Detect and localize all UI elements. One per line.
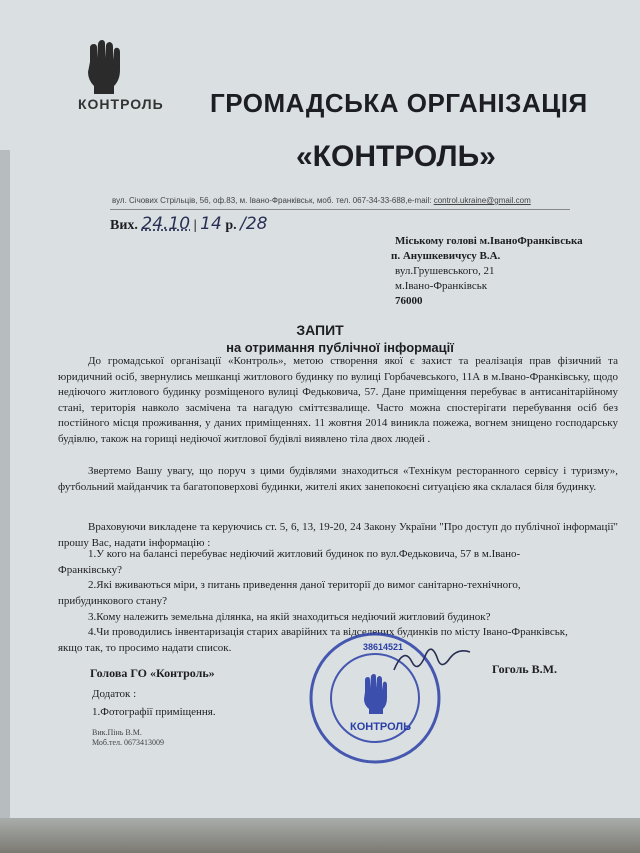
- outgoing-reg-number: /28: [240, 214, 268, 234]
- outgoing-number: [110, 214, 267, 234]
- table-surface: [0, 818, 640, 853]
- contact-info: [112, 196, 531, 205]
- signatory-title: Голова ГО «Контроль»: [90, 666, 215, 680]
- recipient-line: 76000: [395, 295, 423, 307]
- fist-icon: [80, 40, 126, 94]
- request-item: [58, 547, 618, 578]
- stamp-name: КОНТРОЛЬ: [350, 721, 412, 733]
- paragraph-text: Звертемо Вашу увагу, що поруч з цими будівлями знаходиться «Технікум ресторанного сервісу і туризму», футбольний майданчик та багатоповерхові будинки, жителі яких занепокоєні ситуацією яка склалася біля будинку.: [58, 465, 618, 493]
- request-text: якщо так, то просимо надати список.: [58, 641, 232, 654]
- request-item: [88, 610, 618, 626]
- request-text: 1.У кого на балансі перебуває недіючий житловий будинок по вул.Федьковича, 57 в м.Івано-: [88, 548, 521, 560]
- request-text: прибудинкового стану?: [58, 594, 167, 607]
- request-text: Франківську?: [58, 563, 122, 576]
- header-divider: [110, 209, 570, 210]
- stamp-code: 38614521: [363, 642, 404, 652]
- outgoing-date-year: 14: [200, 214, 222, 234]
- paragraph-text: До громадської організації «Контроль», метою створення якої є захист та реалізація прав фізичний та юридичний осіб, звернулись мешканці житлового будинку по вулиці Горбачевського, 11А в м.Івано-Франківську, щодо недіючого житлового будинку розміщеного вулиці Федьковича, 57. Дане приміщення перебуває в антисанітарійному стані, територія навколо засмічена та нагадую сміттєзвалище. Часто можна спостерігати перебування осіб без постійного місця проживання, у даних приміщеннях. 11 жовтня 2014 виникла пожежа, вогнем знищено господарську будівлю, також на горищі недіючої житлової будівлі виявлено тіла двох людей .: [58, 355, 618, 445]
- request-text: 2.Які вживаються міри, з питань приведення даної території до вимог санітарно-технічного,: [88, 579, 521, 591]
- page-edge: [0, 150, 10, 850]
- handwritten-signature: [390, 640, 480, 680]
- document-title: ЗАПИТ: [296, 322, 344, 338]
- organization-name: «КОНТРОЛЬ»: [296, 140, 496, 173]
- outgoing-prefix: Вих.: [110, 218, 138, 233]
- body-paragraph: [58, 464, 618, 495]
- request-text: 3.Кому належить земельна ділянка, на якій знаходиться недіючий житловий будинок?: [88, 611, 491, 623]
- contact-email: control.ukraine@gmail.com: [433, 196, 531, 205]
- contact-address: вул. Січових Стрільців, 56, оф.83, м. Івано-Франківськ, моб. тел. 067-34-33-688,e-mail:: [112, 196, 432, 205]
- outgoing-year-suffix: р.: [225, 218, 237, 233]
- attachment-item: 1.Фотографії приміщення.: [92, 706, 216, 718]
- organization-logo: [60, 40, 164, 120]
- document-subtitle: на отримання публічної інформації: [226, 340, 454, 355]
- request-text: 4.Чи проводились інвентаризація старих аварійних та відселених будинків по місту Івано-Франківськ,: [88, 626, 568, 638]
- recipient-line: п. Анушкевичусу В.А.: [391, 250, 501, 262]
- executor-name: Вик.Пінь В.М.: [92, 728, 142, 737]
- logo-text: КОНТРОЛЬ: [78, 96, 164, 112]
- outgoing-date-day: 24.10: [141, 214, 191, 234]
- recipient-line: м.Івано-Франківськ: [395, 280, 488, 292]
- attachments-heading: Додаток :: [92, 688, 137, 700]
- signatory-name: Гоголь В.М.: [492, 662, 557, 676]
- recipient-block: [391, 234, 583, 309]
- request-item: [58, 578, 618, 609]
- executor-phone: Моб.тел. 0673413009: [92, 738, 165, 747]
- date-separator: |: [193, 218, 197, 233]
- recipient-line: вул.Грушевського, 21: [395, 265, 495, 277]
- organization-title: ГРОМАДСЬКА ОРГАНІЗАЦІЯ: [210, 88, 588, 118]
- body-paragraph: [58, 354, 618, 447]
- executor-info: [92, 728, 164, 748]
- recipient-line: Міському голові м.ІваноФранківська: [395, 235, 583, 247]
- paragraph-text: Враховуючи викладене та керуючись ст. 5, 6, 13, 19-20, 24 Закону України "Про доступ до публічної інформації" прошу Вас, надати інформацію :: [58, 521, 618, 549]
